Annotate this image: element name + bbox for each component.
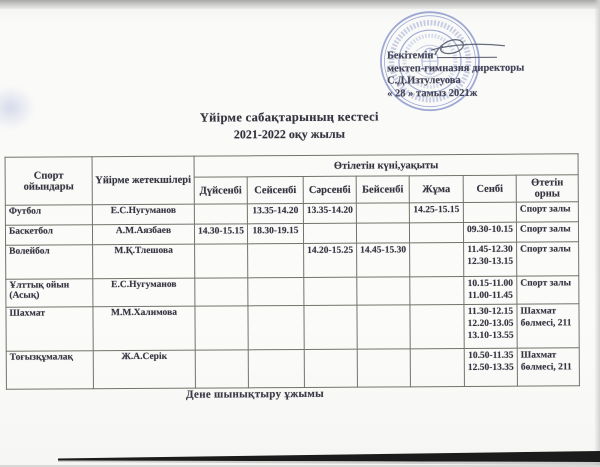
time-cell xyxy=(410,243,464,277)
leader-name-cell: Ж.А.Серік xyxy=(93,350,195,389)
time-cell: 14.30-15.15 xyxy=(194,224,247,244)
page-title: Үйірме сабақтарының кестесі xyxy=(199,109,379,125)
place-column-header: Өтетін орны xyxy=(516,175,578,202)
time-cell xyxy=(195,244,248,278)
day-header-tuesday: Сейсенбі xyxy=(247,176,303,203)
time-cell xyxy=(410,277,464,305)
signature-scribble xyxy=(429,35,509,63)
time-cell xyxy=(409,223,463,243)
director-title: мектеп-гимназия директоры xyxy=(386,62,525,74)
time-cell: 14.45-15.30 xyxy=(357,243,410,277)
time-cell xyxy=(195,278,248,306)
time-cell xyxy=(463,202,516,222)
time-cell xyxy=(248,305,304,349)
approve-label: Бекітемін xyxy=(386,50,434,62)
time-cell: 10.50-11.35 12.50-13.35 xyxy=(464,348,517,386)
place-cell: Спорт залы xyxy=(517,276,579,304)
time-cell xyxy=(248,349,304,387)
table-row xyxy=(6,304,579,351)
time-cell: 09.30-10.15 xyxy=(463,222,516,242)
time-cell: 14.20-15.25 xyxy=(304,243,357,277)
time-cell xyxy=(304,277,357,305)
place-cell: Спорт залы xyxy=(516,202,578,222)
document-title-block xyxy=(139,109,439,143)
sport-name-cell: Шахмат xyxy=(6,307,93,352)
sport-name-cell: Тоғызқұмалақ xyxy=(6,351,93,390)
time-cell: 10.15-11.00 11.00-11.45 xyxy=(464,276,517,304)
place-cell: Шахмат бөлмесі, 211 xyxy=(517,304,579,348)
footer-note: Дене шынықтыру ұжымы xyxy=(185,387,325,401)
time-cell: 14.25-15.15 xyxy=(409,203,463,223)
sport-name-cell: Баскетбол xyxy=(5,225,92,246)
scan-edge-right xyxy=(594,0,600,465)
leader-name-cell: М.Қ.Тлешова xyxy=(93,244,195,279)
time-cell xyxy=(410,304,464,348)
day-header-friday: Жұма xyxy=(409,176,463,203)
time-cell xyxy=(248,277,304,305)
time-cell xyxy=(357,305,410,349)
time-cell xyxy=(356,223,409,243)
schedule-table xyxy=(5,153,580,390)
sport-name-cell: Волейбол xyxy=(6,245,93,280)
sport-name-cell: Ұлттық ойын (Асық) xyxy=(6,279,93,308)
time-cell xyxy=(195,350,248,388)
director-name: С.Д.Изтулеуова xyxy=(387,75,461,87)
time-cell xyxy=(304,349,357,387)
place-cell: Спорт залы xyxy=(517,242,579,276)
schedule-span-header: Өтілетін күні,уақыты xyxy=(194,154,578,177)
time-cell: 11.45-12.30 12.30-13.15 xyxy=(464,242,517,276)
scan-edge-bottom xyxy=(0,449,600,465)
page-subtitle: 2021-2022 оқу жылы xyxy=(233,126,345,142)
place-cell: Шахмат бөлмесі, 211 xyxy=(517,348,579,386)
time-cell: 13.35-14.20 xyxy=(303,203,356,223)
time-cell xyxy=(195,306,248,350)
time-cell xyxy=(303,223,356,243)
sport-column-header: Спорт ойындары xyxy=(5,157,92,206)
table-row xyxy=(6,348,579,389)
place-cell: Спорт залы xyxy=(516,222,578,242)
day-header-saturday: Сенбі xyxy=(463,175,516,202)
time-cell xyxy=(304,305,357,349)
time-cell xyxy=(357,349,410,387)
time-cell: 18.30-19.15 xyxy=(247,223,303,243)
time-cell xyxy=(248,243,304,277)
leader-name-cell: Е.С.Нугуманов xyxy=(93,278,195,307)
scan-edge-top xyxy=(0,0,600,9)
time-cell: 13.35-14.20 xyxy=(247,203,303,223)
sport-name-cell: Футбол xyxy=(5,205,92,226)
time-cell: 11.30-12.15 12.20-13.05 13.10-13.55 xyxy=(464,304,517,348)
day-header-monday: Дүйсенбі xyxy=(194,177,247,204)
ink-smudge xyxy=(0,86,35,130)
leader-name-cell: А.М.Аязбаев xyxy=(92,224,194,245)
time-cell xyxy=(356,203,409,223)
day-header-thursday: Бейсенбі xyxy=(356,176,409,203)
schedule-table-body xyxy=(5,202,579,389)
time-cell xyxy=(194,204,247,224)
time-cell xyxy=(357,277,410,305)
leader-column-header: Үйірме жетекшілері xyxy=(92,156,194,205)
leader-name-cell: М.М.Халимова xyxy=(93,306,195,351)
table-row xyxy=(6,276,579,307)
leader-name-cell: Е.С.Нугуманов xyxy=(92,204,194,225)
approval-date: « 28 » тамыз 2021ж xyxy=(387,87,478,99)
table-row xyxy=(6,242,579,279)
time-cell xyxy=(410,348,464,386)
day-header-wednesday: Сәрсенбі xyxy=(303,176,356,203)
